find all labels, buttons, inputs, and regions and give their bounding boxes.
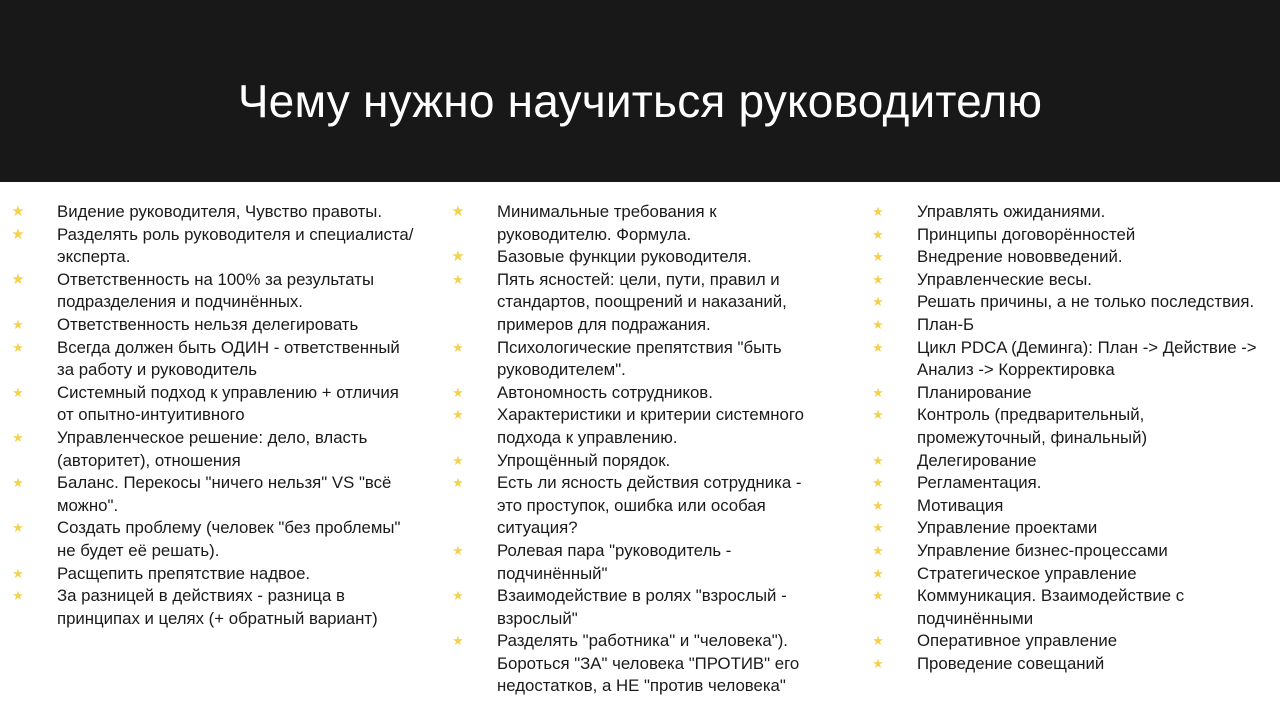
star-bullet-icon: ★ [452,407,464,423]
list-item: ★ Решать причины, а не только последствия. [860,291,1280,314]
list-item: ★ Делегирование [860,450,1280,473]
list-item: ★ Расщепить препятствие надвое. [0,563,420,586]
star-bullet-icon: ★ [872,294,884,310]
list-item: ★ За разницей в действиях - разница в принципах и целях (+ обратный вариант) [12,586,378,628]
list-item: ★ План-Б [860,314,1280,337]
star-bullet-icon: ★ [872,452,884,468]
list-item: ★ Есть ли ясность действия сотрудника - это проступок, ошибка или особая ситуация? [452,473,802,538]
list-item: ★ Цикл PDCA (Деминга): План -> Действие -> Анализ -> Корректировка [872,337,1257,380]
list-item: ★ Минимальные требования к руководителю. Формула. [451,202,717,244]
star-bullet-icon: ★ [12,339,24,355]
star-bullet-icon: ★ [872,249,884,265]
star-bullet-icon: ★ [872,542,884,558]
list-item: ★ Системный подход к управлению + отличия от опытно-интуитивного [12,382,399,425]
list-item: ★ Взаимодействие в ролях "взрослый - взрослый" [452,586,787,628]
list-item: ★ Оперативное управление [860,630,1280,653]
list-item: ★ Характеристики и критерии системного подхода к управлению. [452,405,804,447]
star-bullet-icon: ★ [12,520,24,536]
star-bullet-icon: ★ [872,204,884,219]
star-bullet-icon: ★ [11,270,25,288]
star-bullet-icon: ★ [872,565,884,581]
star-bullet-icon: ★ [12,475,24,491]
list-item: ★ Разделять "работника" и "человека"). Бороться "ЗА" человека "ПРОТИВ" его недостатков, а НЕ "против человека" [452,631,800,696]
star-bullet-icon: ★ [452,339,464,355]
list-item: ★ Стратегическое управление [860,563,1280,586]
list-item: ★ Создать проблему (человек "без проблемы" не будет её решать). [12,518,401,560]
star-bullet-icon: ★ [872,633,884,649]
star-bullet-icon: ★ [12,565,24,581]
star-bullet-icon: ★ [872,475,884,491]
list-item: ★ Контроль (предварительный, промежуточный, финальный) [872,405,1148,447]
star-bullet-icon: ★ [872,339,884,355]
list-item: ★ Упрощённый порядок. [440,450,860,473]
list-item: ★ Разделять роль руководителя и специалиста/эксперта. [11,224,414,267]
star-bullet-icon: ★ [12,588,24,604]
star-bullet-icon: ★ [872,497,884,513]
title-banner [0,0,1280,182]
list-item: ★ Регламентация. [860,472,1280,495]
list-item: ★ Принципы договорённостей [860,224,1280,247]
star-bullet-icon: ★ [11,225,25,243]
star-bullet-icon: ★ [452,475,464,491]
list-item: ★ Проведение совещаний [860,653,1280,676]
star-bullet-icon: ★ [872,407,884,423]
list-item: ★ Управлять ожиданиями. [860,201,1280,224]
list-item: ★ Коммуникация. Взаимодействие с подчинёнными [872,586,1185,628]
star-bullet-icon: ★ [12,316,24,332]
list-item: ★ Управление проектами [860,517,1280,540]
star-bullet-icon: ★ [452,588,464,604]
star-bullet-icon: ★ [872,520,884,536]
list-item: ★ Психологические препятствия "быть руководителем". [452,337,782,380]
list-item: ★ Управление бизнес-процессами [860,540,1280,563]
star-bullet-icon: ★ [872,226,884,242]
list-item: ★ Планирование [860,382,1280,405]
list-item: ★ Пять ясностей: цели, пути, правил и стандартов, поощрений и наказаний, примеров для подражания. [452,269,787,334]
list-item: ★ Внедрение нововведений. [860,246,1280,269]
star-bullet-icon: ★ [12,384,24,400]
list-column-2 [440,201,860,698]
list-item: ★ Видение руководителя, Чувство правоты. [0,201,420,224]
star-bullet-icon: ★ [451,203,465,220]
list-item: ★ Управленческое решение: дело, власть (авторитет), отношения [12,427,368,470]
list-item: ★ Баланс. Перекосы "ничего нельзя" VS "всё можно". [12,473,392,515]
star-bullet-icon: ★ [872,384,884,400]
star-bullet-icon: ★ [452,452,464,468]
star-bullet-icon: ★ [872,655,884,671]
star-bullet-icon: ★ [451,248,465,266]
star-bullet-icon: ★ [872,588,884,604]
list-item: ★ Управленческие весы. [860,269,1280,292]
list-item: ★ Мотивация [860,495,1280,518]
slide-title: Чему нужно научиться руководителю [237,75,1043,127]
list-item: ★ Всегда должен быть ОДИН - ответственный за работу и руководитель [12,337,400,380]
star-bullet-icon: ★ [452,542,464,558]
list-column-3 [860,201,1280,675]
list-column-1 [0,201,420,630]
star-bullet-icon: ★ [872,271,884,287]
list-item: ★ Ролевая пара "руководитель - подчинённый" [452,540,732,583]
star-bullet-icon: ★ [12,429,24,445]
star-bullet-icon: ★ [452,384,464,400]
star-bullet-icon: ★ [11,203,25,220]
list-item: ★ Ответственность нельзя делегировать [0,314,420,337]
list-item: ★ Ответственность на 100% за результаты подразделения и подчинённых. [11,269,375,312]
star-bullet-icon: ★ [872,316,884,332]
star-bullet-icon: ★ [452,271,464,287]
star-bullet-icon: ★ [452,633,464,649]
list-item: ★ Автономность сотрудников. [440,382,860,405]
list-item: ★ Базовые функции руководителя. [440,246,860,269]
